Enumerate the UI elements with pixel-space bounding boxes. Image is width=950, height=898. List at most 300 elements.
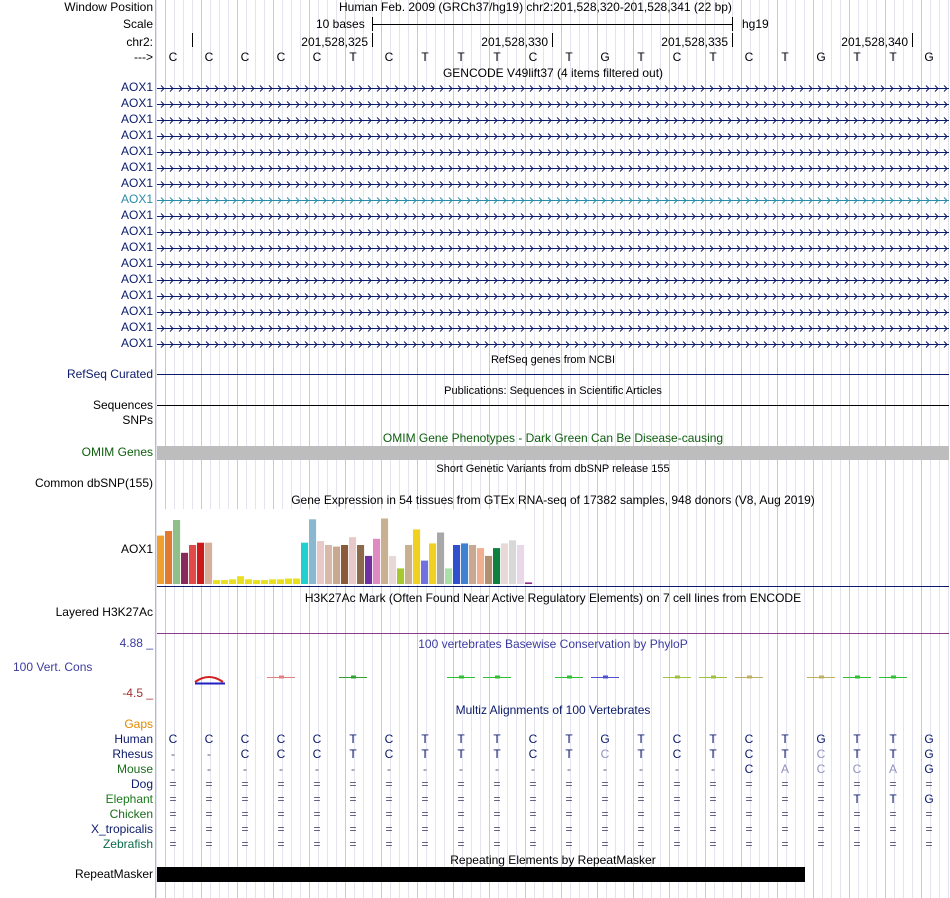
gtex-tissue-bar bbox=[477, 548, 484, 584]
alignment-base: T bbox=[709, 732, 717, 746]
species-label[interactable]: Dog bbox=[130, 777, 153, 791]
phylop-label[interactable]: 100 Vert. Cons bbox=[13, 660, 93, 674]
gtex-tissue-bar bbox=[229, 579, 236, 584]
gtex-tissue-bar bbox=[341, 545, 348, 584]
alignment-base: = bbox=[385, 837, 393, 851]
scale-label: Scale bbox=[122, 17, 153, 31]
scale-assembly: hg19 bbox=[742, 17, 769, 31]
gtex-tissue-bar bbox=[221, 580, 228, 584]
alignment-base: = bbox=[385, 807, 393, 821]
coord-tick bbox=[192, 33, 193, 47]
alignment-base: = bbox=[637, 792, 645, 806]
alignment-base: - bbox=[603, 762, 607, 776]
alignment-base: = bbox=[817, 792, 825, 806]
alignment-base: = bbox=[673, 792, 681, 806]
alignment-base: = bbox=[385, 777, 393, 791]
alignment-base: = bbox=[241, 807, 249, 821]
base-letter: T bbox=[709, 50, 717, 64]
alignment-base: - bbox=[711, 762, 715, 776]
alignment-base: = bbox=[673, 777, 681, 791]
gencode-transcript[interactable] bbox=[157, 100, 949, 109]
alignment-base: T bbox=[457, 747, 465, 761]
base-letter: C bbox=[528, 50, 538, 64]
alignment-base: T bbox=[889, 792, 897, 806]
base-letter: C bbox=[744, 50, 754, 64]
alignment-base: = bbox=[781, 822, 789, 836]
alignment-base: T bbox=[421, 747, 429, 761]
alignment-base: T bbox=[493, 747, 501, 761]
h3k27ac-signal-line[interactable] bbox=[157, 633, 949, 634]
alignment-base: T bbox=[565, 747, 573, 761]
alignment-base: = bbox=[241, 792, 249, 806]
base-letter: T bbox=[565, 50, 573, 64]
gtex-tissue-bar bbox=[525, 582, 532, 584]
alignment-base: = bbox=[277, 792, 285, 806]
gencode-transcript[interactable] bbox=[157, 276, 949, 285]
gtex-baseline bbox=[157, 586, 949, 587]
repeatmasker-title: Repeating Elements by RepeatMasker bbox=[450, 853, 656, 867]
alignment-base: C bbox=[240, 732, 250, 746]
base-letter: T bbox=[493, 50, 501, 64]
gencode-transcript[interactable] bbox=[157, 164, 949, 173]
alignment-base: = bbox=[349, 837, 357, 851]
alignment-base: T bbox=[349, 732, 357, 746]
alignment-base: C bbox=[240, 747, 250, 761]
gencode-item-label[interactable]: AOX1 bbox=[120, 272, 153, 286]
alignment-base: = bbox=[925, 837, 933, 851]
gencode-item-label[interactable]: AOX1 bbox=[120, 112, 153, 126]
alignment-base: - bbox=[207, 762, 211, 776]
base-letter: C bbox=[384, 50, 394, 64]
publications-label[interactable]: Sequences bbox=[92, 398, 153, 412]
alignment-base: C bbox=[312, 732, 322, 746]
window-position-value: Human Feb. 2009 (GRCh37/hg19) chr2:201,528,320-201,528,341 (22 bp) bbox=[339, 0, 732, 14]
phylop-tick bbox=[351, 676, 356, 679]
gtex-tissue-bar bbox=[501, 543, 508, 584]
gtex-tissue-bar bbox=[301, 543, 308, 584]
alignment-base: = bbox=[169, 777, 177, 791]
alignment-base: = bbox=[565, 807, 573, 821]
alignment-base: G bbox=[924, 762, 934, 776]
refseq-feature-line[interactable] bbox=[157, 374, 949, 375]
multiz-title: Multiz Alignments of 100 Vertebrates bbox=[455, 703, 651, 717]
gencode-transcript[interactable] bbox=[157, 308, 949, 317]
alignment-base: C bbox=[276, 732, 286, 746]
gtex-label[interactable]: AOX1 bbox=[120, 542, 153, 556]
gencode-transcript[interactable] bbox=[157, 260, 949, 269]
coord-label: 201,528,325 bbox=[301, 35, 368, 49]
alignment-base: = bbox=[709, 822, 717, 836]
species-label[interactable]: X_tropicalis bbox=[90, 822, 153, 836]
alignment-base: - bbox=[171, 747, 175, 761]
gtex-tissue-bar bbox=[469, 545, 476, 584]
alignment-base: = bbox=[601, 807, 609, 821]
alignment-base: - bbox=[207, 747, 211, 761]
phylop-max-label: 4.88 _ bbox=[119, 636, 153, 650]
publications-feature-line[interactable] bbox=[157, 405, 949, 406]
gtex-title: Gene Expression in 54 tissues from GTEx RNA-seq of 17382 samples, 948 donors (V8, Aug 2019) bbox=[291, 493, 815, 507]
alignment-base: C bbox=[816, 747, 826, 761]
alignment-base: G bbox=[600, 732, 610, 746]
coord-label: 201,528,330 bbox=[481, 35, 548, 49]
dbsnp-label[interactable]: Common dbSNP(155) bbox=[34, 476, 153, 490]
gencode-item-label[interactable]: AOX1 bbox=[120, 320, 153, 334]
alignment-base: = bbox=[493, 822, 501, 836]
gencode-title: GENCODE V49lift37 (4 items filtered out) bbox=[442, 66, 664, 80]
alignment-base: = bbox=[277, 822, 285, 836]
alignment-base: C bbox=[600, 747, 610, 761]
alignment-base: = bbox=[169, 792, 177, 806]
alignment-base: = bbox=[169, 837, 177, 851]
alignment-base: = bbox=[529, 837, 537, 851]
coord-tick bbox=[372, 33, 373, 47]
alignment-base: T bbox=[853, 747, 861, 761]
alignment-base: = bbox=[637, 777, 645, 791]
base-letter: T bbox=[781, 50, 789, 64]
alignment-base: = bbox=[313, 822, 321, 836]
strand-arrow: ---> bbox=[134, 50, 153, 64]
coord-label: 201,528,340 bbox=[841, 35, 908, 49]
alignment-base: C bbox=[672, 747, 682, 761]
alignment-base: = bbox=[349, 792, 357, 806]
gtex-tissue-bar bbox=[309, 519, 316, 584]
alignment-base: = bbox=[349, 822, 357, 836]
alignment-base: = bbox=[925, 807, 933, 821]
gencode-item-label[interactable]: AOX1 bbox=[120, 128, 153, 142]
alignment-base: T bbox=[637, 732, 645, 746]
alignment-base: T bbox=[565, 732, 573, 746]
alignment-base: = bbox=[817, 837, 825, 851]
alignment-base: = bbox=[349, 807, 357, 821]
alignment-base: = bbox=[925, 822, 933, 836]
alignment-base: = bbox=[457, 777, 465, 791]
alignment-base: T bbox=[889, 747, 897, 761]
gtex-tissue-bar bbox=[453, 545, 460, 584]
gaps-label[interactable]: Gaps bbox=[124, 717, 153, 731]
gtex-tissue-bar bbox=[333, 547, 340, 584]
gencode-transcript[interactable] bbox=[157, 116, 949, 125]
alignment-base: - bbox=[171, 762, 175, 776]
gencode-item-label[interactable]: AOX1 bbox=[120, 304, 153, 318]
alignment-base: = bbox=[421, 777, 429, 791]
alignment-base: = bbox=[709, 792, 717, 806]
alignment-base: = bbox=[781, 837, 789, 851]
alignment-base: = bbox=[637, 822, 645, 836]
gtex-tissue-bar bbox=[165, 531, 172, 584]
alignment-base: = bbox=[709, 777, 717, 791]
phylop-tick bbox=[567, 676, 572, 679]
alignment-base: T bbox=[457, 732, 465, 746]
gtex-tissue-bar bbox=[405, 545, 412, 584]
gencode-item-label[interactable]: AOX1 bbox=[120, 160, 153, 174]
alignment-base: - bbox=[315, 762, 319, 776]
alignment-base: - bbox=[567, 762, 571, 776]
gtex-tissue-bar bbox=[189, 545, 196, 584]
gtex-tissue-bar bbox=[253, 580, 260, 584]
gencode-item-label[interactable]: AOX1 bbox=[120, 192, 153, 206]
phylop-tick bbox=[819, 676, 824, 679]
alignment-base: A bbox=[780, 762, 789, 776]
phylop-title: 100 vertebrates Basewise Conservation by PhyloP bbox=[418, 637, 688, 651]
gencode-item-label[interactable]: AOX1 bbox=[120, 208, 153, 222]
alignment-base: = bbox=[601, 822, 609, 836]
gtex-tissue-bar bbox=[245, 579, 252, 584]
h3k27ac-title: H3K27Ac Mark (Often Found Near Active Regulatory Elements) on 7 cell lines from ENCODE bbox=[304, 591, 802, 605]
alignment-base: C bbox=[312, 747, 322, 761]
gtex-tissue-bar bbox=[493, 548, 500, 584]
repeatmasker-label[interactable]: RepeatMasker bbox=[74, 867, 153, 881]
omim-label[interactable]: OMIM Genes bbox=[81, 445, 153, 459]
alignment-base: = bbox=[673, 822, 681, 836]
coord-tick bbox=[732, 33, 733, 47]
gencode-transcript[interactable] bbox=[157, 148, 949, 157]
gtex-tissue-bar bbox=[357, 545, 364, 584]
phylop-tick bbox=[459, 676, 464, 679]
alignment-base: = bbox=[493, 777, 501, 791]
alignment-base: = bbox=[817, 777, 825, 791]
alignment-base: = bbox=[421, 822, 429, 836]
phylop-tick bbox=[855, 676, 860, 679]
species-label[interactable]: Human bbox=[114, 732, 153, 746]
alignment-base: = bbox=[853, 837, 861, 851]
gtex-tissue-bar bbox=[397, 568, 404, 584]
gencode-item-label[interactable]: AOX1 bbox=[120, 240, 153, 254]
phylop-tick bbox=[495, 676, 500, 679]
h3k27ac-label[interactable]: Layered H3K27Ac bbox=[55, 605, 153, 619]
gencode-item-label[interactable]: AOX1 bbox=[120, 144, 153, 158]
alignment-base: = bbox=[385, 822, 393, 836]
gtex-tissue-bar bbox=[285, 579, 292, 585]
gencode-transcript[interactable] bbox=[157, 132, 949, 141]
alignment-base: = bbox=[313, 807, 321, 821]
alignment-base: = bbox=[313, 777, 321, 791]
phylop-tick bbox=[747, 676, 752, 679]
alignment-base: = bbox=[493, 792, 501, 806]
species-label[interactable]: Elephant bbox=[105, 792, 153, 806]
base-letter: G bbox=[600, 50, 610, 64]
scale-bar bbox=[372, 24, 733, 25]
alignment-base: C bbox=[744, 732, 754, 746]
phylop-signal[interactable] bbox=[157, 668, 949, 688]
alignment-base: T bbox=[889, 732, 897, 746]
gencode-item-label[interactable]: AOX1 bbox=[120, 176, 153, 190]
alignment-base: = bbox=[745, 807, 753, 821]
alignment-base: C bbox=[168, 732, 178, 746]
gtex-tissue-bar bbox=[277, 579, 284, 584]
alignment-base: = bbox=[385, 792, 393, 806]
gencode-item-label[interactable]: AOX1 bbox=[120, 256, 153, 270]
alignment-base: C bbox=[744, 747, 754, 761]
alignment-base: T bbox=[349, 747, 357, 761]
gtex-tissue-bar bbox=[421, 561, 428, 584]
snps-label[interactable]: SNPs bbox=[122, 413, 153, 427]
base-letter: G bbox=[924, 50, 934, 64]
gencode-transcript[interactable] bbox=[157, 324, 949, 333]
alignment-base: = bbox=[745, 777, 753, 791]
alignment-base: = bbox=[421, 807, 429, 821]
gtex-tissue-bar bbox=[381, 519, 388, 585]
coord-tick bbox=[912, 33, 913, 47]
gencode-transcript[interactable] bbox=[157, 180, 949, 189]
alignment-base: = bbox=[205, 837, 213, 851]
alignment-base: = bbox=[601, 792, 609, 806]
gencode-item-label[interactable]: AOX1 bbox=[120, 288, 153, 302]
alignment-base: = bbox=[781, 777, 789, 791]
alignment-base: G bbox=[924, 792, 934, 806]
base-letter: T bbox=[637, 50, 645, 64]
gtex-tissue-bar bbox=[461, 543, 468, 584]
alignment-base: - bbox=[459, 762, 463, 776]
alignment-base: = bbox=[493, 837, 501, 851]
alignment-base: - bbox=[279, 762, 283, 776]
alignment-base: = bbox=[889, 777, 897, 791]
alignment-base: C bbox=[744, 762, 754, 776]
gencode-transcript[interactable] bbox=[157, 244, 949, 253]
alignment-base: = bbox=[457, 792, 465, 806]
alignment-base: = bbox=[313, 837, 321, 851]
gtex-tissue-bar bbox=[181, 553, 188, 584]
alignment-base: = bbox=[313, 792, 321, 806]
phylop-tick bbox=[711, 676, 716, 679]
alignment-base: = bbox=[421, 792, 429, 806]
alignment-base: = bbox=[601, 777, 609, 791]
gencode-item-label[interactable]: AOX1 bbox=[120, 224, 153, 238]
species-label[interactable]: Zebrafish bbox=[102, 837, 153, 851]
gtex-tissue-bar bbox=[269, 579, 276, 584]
coord-tick bbox=[552, 33, 553, 47]
alignment-base: = bbox=[457, 837, 465, 851]
base-letter: T bbox=[349, 50, 357, 64]
alignment-base: = bbox=[925, 777, 933, 791]
alignment-base: = bbox=[529, 792, 537, 806]
alignment-base: - bbox=[531, 762, 535, 776]
coord-label: 201,528,335 bbox=[661, 35, 728, 49]
alignment-base: T bbox=[853, 732, 861, 746]
gtex-tissue-bar bbox=[261, 580, 268, 584]
alignment-base: C bbox=[528, 732, 538, 746]
alignment-base: = bbox=[745, 822, 753, 836]
gtex-tissue-bar bbox=[349, 537, 356, 584]
base-letter: G bbox=[816, 50, 826, 64]
scale-value: 10 bases bbox=[316, 17, 365, 31]
alignment-base: T bbox=[709, 747, 717, 761]
gencode-item-label[interactable]: AOX1 bbox=[120, 336, 153, 350]
alignment-base: - bbox=[675, 762, 679, 776]
alignment-base: C bbox=[816, 762, 826, 776]
gtex-tissue-bar bbox=[157, 536, 164, 584]
alignment-base: - bbox=[495, 762, 499, 776]
gtex-tissue-bar bbox=[293, 579, 300, 585]
alignment-base: G bbox=[816, 732, 826, 746]
alignment-base: - bbox=[639, 762, 643, 776]
base-letter: C bbox=[276, 50, 286, 64]
gencode-transcript[interactable] bbox=[157, 84, 949, 93]
alignment-base: = bbox=[241, 822, 249, 836]
gtex-tissue-bar bbox=[365, 556, 372, 584]
alignment-base: = bbox=[205, 822, 213, 836]
base-letter: T bbox=[853, 50, 861, 64]
alignment-base: = bbox=[277, 837, 285, 851]
scale-bar-right-tick bbox=[732, 17, 733, 31]
refseq-label[interactable]: RefSeq Curated bbox=[66, 367, 153, 381]
gencode-transcript[interactable] bbox=[157, 340, 949, 349]
alignment-base: = bbox=[205, 792, 213, 806]
window-position-label: Window Position bbox=[64, 0, 153, 14]
alignment-base: - bbox=[243, 762, 247, 776]
alignment-base: = bbox=[421, 837, 429, 851]
gencode-transcript[interactable] bbox=[157, 196, 949, 205]
repeatmasker-feature-block[interactable] bbox=[157, 867, 805, 882]
alignment-base: C bbox=[384, 747, 394, 761]
gtex-tissue-bar bbox=[445, 568, 452, 584]
refseq-title: RefSeq genes from NCBI bbox=[490, 354, 616, 366]
gtex-bar-chart[interactable] bbox=[157, 505, 537, 587]
alignment-base: = bbox=[745, 837, 753, 851]
gencode-item-label[interactable]: AOX1 bbox=[120, 96, 153, 110]
phylop-tick bbox=[891, 676, 896, 679]
alignment-base: T bbox=[781, 747, 789, 761]
alignment-base: = bbox=[889, 837, 897, 851]
alignment-base: = bbox=[565, 837, 573, 851]
alignment-base: C bbox=[204, 732, 214, 746]
gencode-item-label[interactable]: AOX1 bbox=[120, 80, 153, 94]
gtex-tissue-bar bbox=[205, 543, 212, 584]
alignment-base: = bbox=[889, 807, 897, 821]
gencode-transcript[interactable] bbox=[157, 212, 949, 221]
alignment-base: = bbox=[565, 792, 573, 806]
alignment-base: = bbox=[889, 822, 897, 836]
species-label[interactable]: Mouse bbox=[116, 762, 153, 776]
alignment-base: C bbox=[852, 762, 862, 776]
alignment-base: = bbox=[637, 837, 645, 851]
publications-title: Publications: Sequences in Scientific Articles bbox=[444, 385, 662, 397]
phylop-tick bbox=[603, 676, 608, 679]
omim-feature-bar[interactable] bbox=[157, 446, 949, 460]
dbsnp-title: Short Genetic Variants from dbSNP release 155 bbox=[436, 463, 670, 475]
alignment-base: = bbox=[817, 822, 825, 836]
gtex-tissue-bar bbox=[237, 576, 244, 584]
alignment-base: = bbox=[853, 807, 861, 821]
alignment-base: G bbox=[924, 732, 934, 746]
species-label[interactable]: Rhesus bbox=[112, 747, 153, 761]
gtex-tissue-bar bbox=[389, 556, 396, 584]
gtex-tissue-bar bbox=[173, 520, 180, 584]
gtex-tissue-bar bbox=[413, 529, 420, 584]
alignment-base: = bbox=[601, 837, 609, 851]
alignment-base: = bbox=[349, 777, 357, 791]
gencode-transcript[interactable] bbox=[157, 228, 949, 237]
sidebar-divider bbox=[155, 0, 156, 898]
alignment-base: T bbox=[493, 732, 501, 746]
phylop-peak bbox=[195, 677, 223, 682]
alignment-base: C bbox=[276, 747, 286, 761]
species-label[interactable]: Chicken bbox=[109, 807, 153, 821]
alignment-base: = bbox=[457, 822, 465, 836]
base-letter: C bbox=[168, 50, 178, 64]
alignment-base: = bbox=[277, 777, 285, 791]
alignment-base: T bbox=[637, 747, 645, 761]
alignment-base: = bbox=[457, 807, 465, 821]
alignment-base: - bbox=[351, 762, 355, 776]
alignment-base: = bbox=[781, 792, 789, 806]
alignment-base: = bbox=[565, 777, 573, 791]
base-letter: T bbox=[457, 50, 465, 64]
gencode-transcript[interactable] bbox=[157, 292, 949, 301]
gtex-tissue-bar bbox=[373, 539, 380, 584]
phylop-min-label: -4.5 _ bbox=[122, 686, 153, 700]
base-letter: T bbox=[889, 50, 897, 64]
chrom-label: chr2: bbox=[126, 35, 153, 49]
